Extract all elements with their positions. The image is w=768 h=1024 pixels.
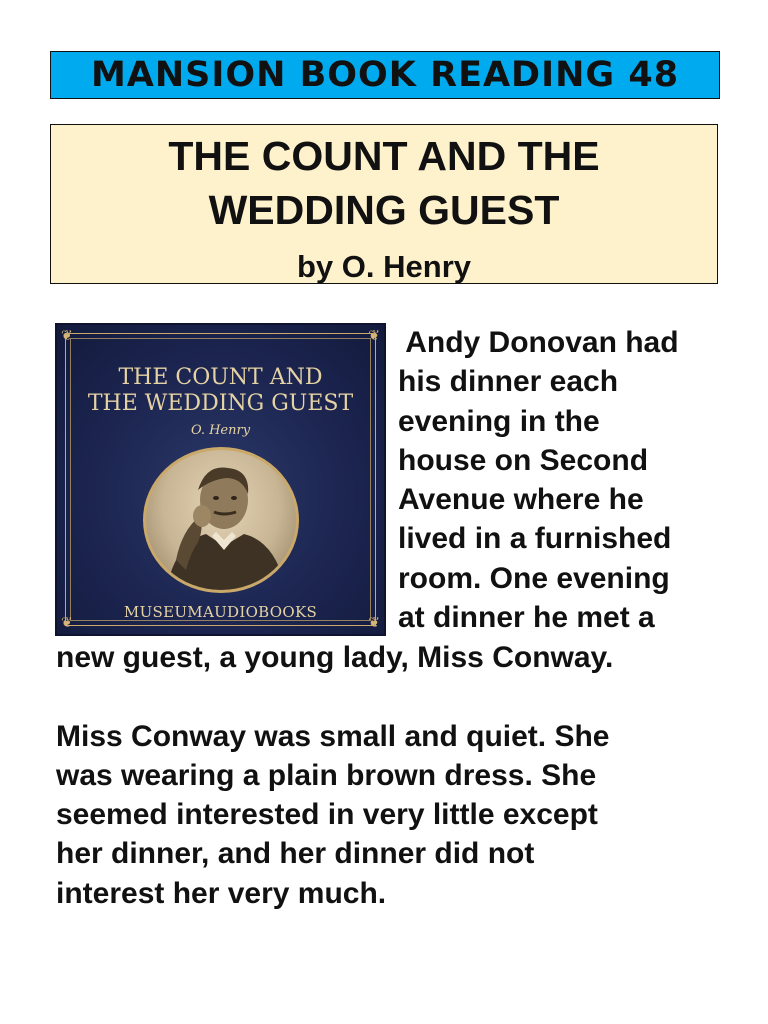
paragraph-line: was wearing a plain brown dress. She [56,758,597,792]
story-body-continued [56,638,746,913]
paragraph-line: his dinner each [398,365,619,399]
paragraph-line: at dinner he met a [398,601,655,635]
portrait-figure-icon [146,450,296,590]
corner-ornament-icon: ❦ [61,615,73,631]
story-title-line-2: WEDDING GUEST [208,187,560,233]
paragraph-line: room. One evening [398,561,670,595]
paragraph-line: new guest, a young lady, Miss Conway. [56,641,614,674]
story-title-line-1: THE COUNT AND THE [168,133,600,179]
cover-title-line-1: THE COUNT AND [118,365,323,390]
paragraph-line: seemed interested in very little except [56,798,598,832]
paragraph-break [56,677,746,716]
book-cover-image [55,323,386,636]
corner-ornament-icon: ❦ [368,615,380,631]
story-title-box [50,124,718,284]
banner-title: MANSION BOOK READING 48 [90,55,680,95]
cover-author: O. Henry [190,423,251,438]
paragraph-line: lived in a furnished [398,522,672,556]
paragraph-line: Avenue where he [398,483,644,517]
reading-banner [50,51,720,99]
paragraph-line: her dinner, and her dinner did not [56,837,535,871]
corner-ornament-icon: ❦ [368,328,380,344]
paragraph-line: Andy Donovan had [398,326,679,359]
paragraph-line: evening in the [398,404,600,438]
paragraph-line: interest her very much. [56,876,387,910]
author-portrait [143,447,299,593]
cover-publisher: MUSEUMAUDIOBOOKS [123,603,318,621]
story-author: by O. Henry [297,249,471,284]
paragraph-line: house on Second [398,443,649,477]
story-paragraph-1 [398,323,728,637]
cover-title-line-2: THE WEDDING GUEST [87,391,354,416]
corner-ornament-icon: ❦ [61,328,73,344]
paragraph-line: Miss Conway was small and quiet. She [56,719,610,753]
